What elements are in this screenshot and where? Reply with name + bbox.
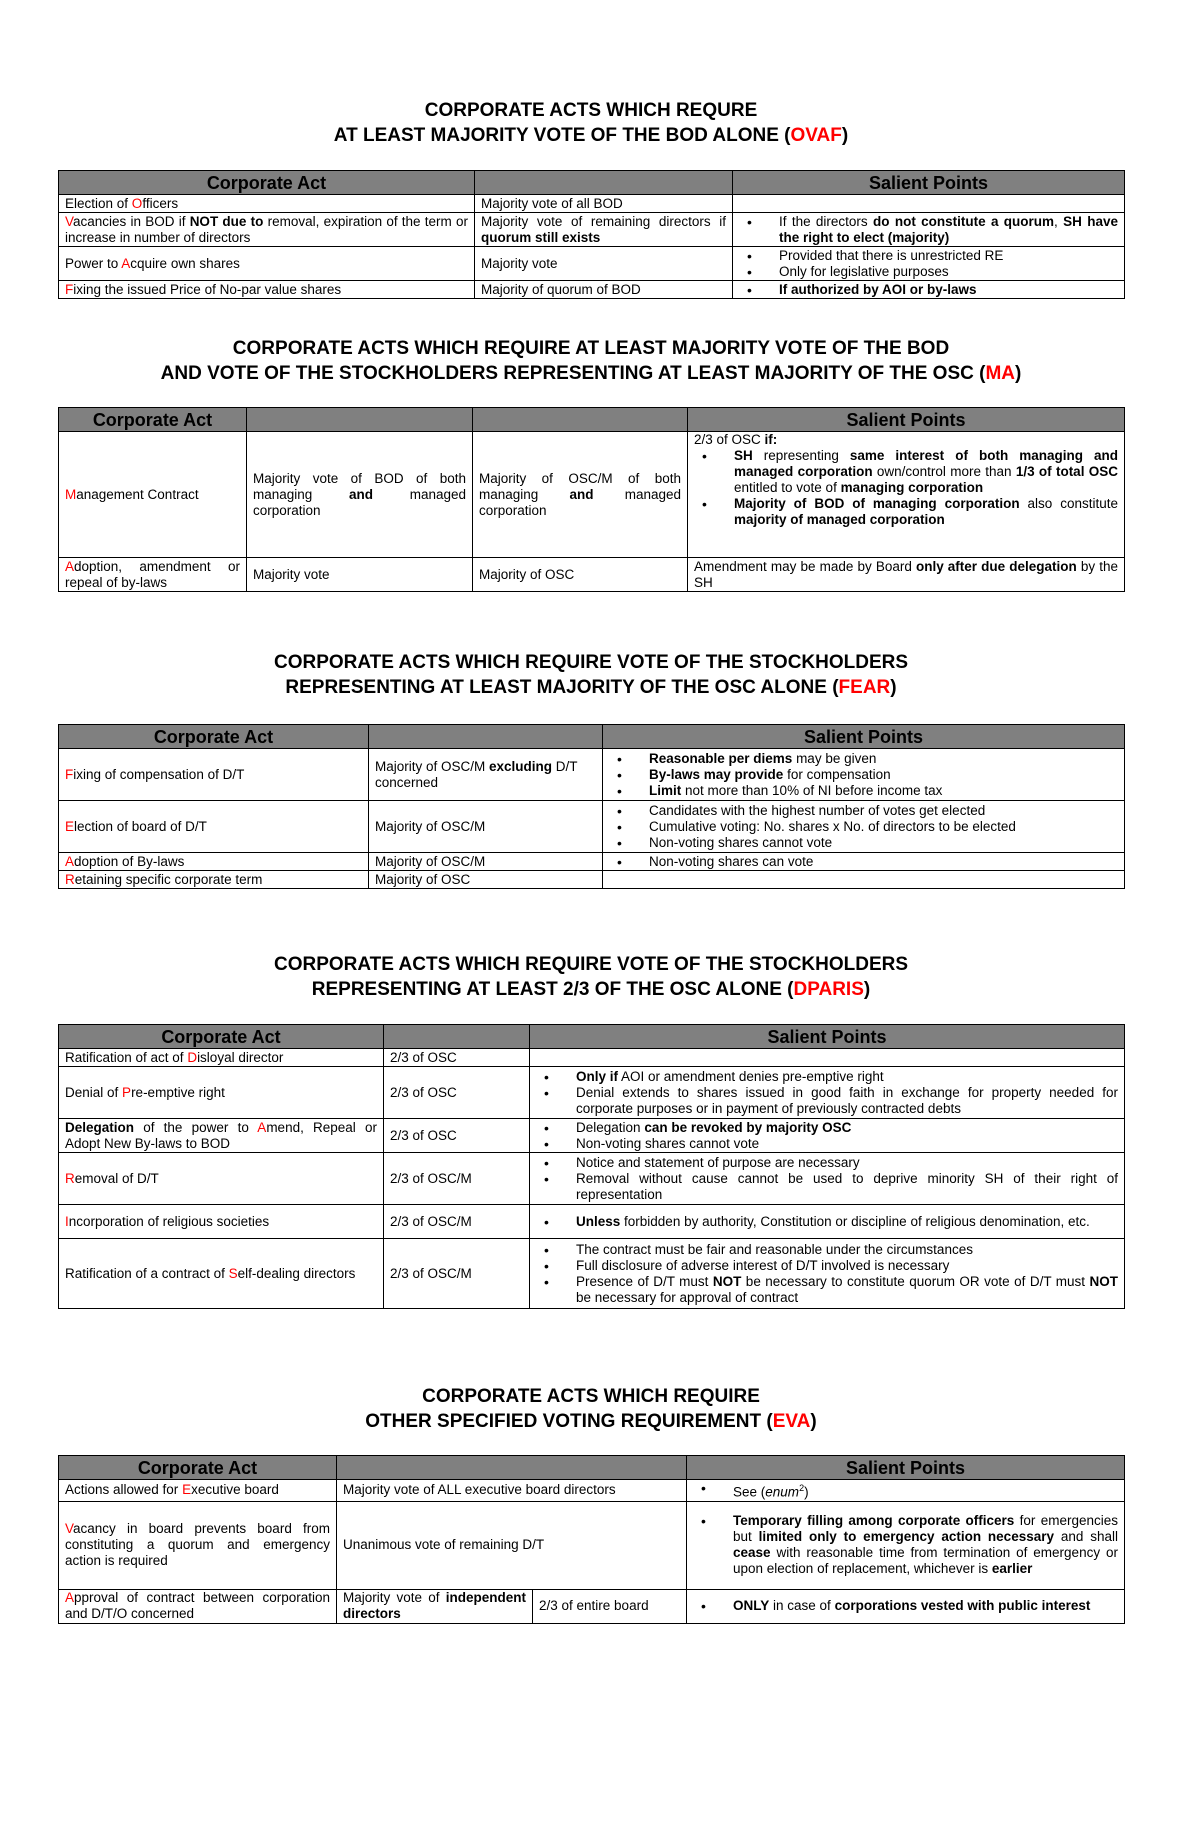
text: By-laws may provide — [649, 766, 784, 782]
text: managing corporation — [840, 480, 984, 495]
bullet-item — [693, 1480, 1118, 1501]
table-cell: 2/3 of entire board — [533, 1589, 687, 1623]
text: be necessary to constitute quorum OR vote of D/T must — [741, 1273, 1090, 1289]
table-cell — [59, 1589, 337, 1623]
text: re-emptive right — [131, 1084, 225, 1100]
header-corporate-act: Corporate Act — [59, 408, 247, 432]
table-eva — [58, 1455, 1125, 1624]
table-row — [59, 801, 1125, 853]
bullet-item: • Cumulative voting: No. shares x No. of directors to be elected — [609, 819, 1118, 835]
table-cell — [530, 1153, 1125, 1205]
text: Amendment may be made by Board — [694, 558, 916, 574]
text: CORPORATE ACTS WHICH REQURE — [424, 100, 758, 121]
text: fficers — [142, 195, 179, 211]
bullet-item: • The contract must be fair and reasonable under the circumstances — [536, 1242, 1118, 1258]
header-corporate-act: Corporate Act — [59, 1025, 384, 1049]
text: If authorized by AOI or by-laws — [779, 281, 977, 297]
text: of the power to — [134, 1119, 258, 1135]
table-cell: Majority of OSC/M — [369, 801, 603, 853]
bullet-item — [694, 496, 1118, 528]
table-cell — [603, 871, 1125, 889]
text: A — [65, 853, 75, 869]
text: etaining specific corporate term — [74, 871, 263, 887]
section-title — [58, 361, 1124, 386]
table-cell — [687, 1589, 1125, 1623]
table-cell — [59, 1480, 337, 1502]
table-cell — [603, 749, 1125, 801]
table-cell — [733, 213, 1125, 247]
text: with reasonable time from termination of emergency or upon election of replacement, whichever is — [733, 1545, 1118, 1576]
header-blank — [475, 171, 733, 195]
text: managed corporation — [479, 486, 682, 518]
table-cell: 2/3 of OSC — [384, 1067, 530, 1119]
text: V — [65, 1521, 74, 1536]
text: , — [1054, 213, 1064, 229]
header-blank — [247, 408, 473, 432]
text: doption, amendment or repeal of by-laws — [65, 558, 240, 590]
text: Temporary filling among corporate officers — [733, 1513, 1015, 1528]
text: not more than 10% of NI before income tax — [681, 782, 943, 798]
text: S — [228, 1265, 238, 1281]
table-cell — [59, 432, 247, 558]
table-cell — [733, 195, 1125, 213]
text: Majority of OSC/M of both managing — [479, 470, 681, 502]
text: emoval of D/T — [74, 1170, 159, 1186]
text: acancy in board prevents board from constituting a quorum and emergency action is required — [65, 1521, 330, 1568]
table-ma — [58, 407, 1125, 592]
text: ixing of compensation of D/T — [73, 766, 245, 782]
table-cell — [603, 801, 1125, 853]
acronym: EVA — [772, 1411, 811, 1432]
text: REPRESENTING AT LEAST MAJORITY OF THE OSC ALONE ( — [285, 677, 839, 698]
table-cell — [59, 749, 369, 801]
text: and — [349, 486, 374, 502]
header-salient-points: Salient Points — [687, 1456, 1125, 1480]
text: forbidden by authority, Constitution or discipline of religious denomination, etc. — [620, 1213, 1090, 1229]
table-row — [59, 871, 1125, 889]
text: Majority vote of — [343, 1590, 446, 1605]
text: V — [65, 213, 74, 229]
table-cell — [59, 213, 475, 247]
text: by the SH — [694, 558, 1118, 590]
table-cell — [59, 1153, 384, 1205]
text: 2 — [799, 1483, 805, 1493]
table-ovaf — [58, 170, 1125, 299]
text: mend, Repeal or Adopt New By-laws to BOD — [65, 1119, 378, 1151]
table-cell: Majority of quorum of BOD — [475, 281, 733, 299]
text: Limit — [649, 782, 682, 798]
text: AT LEAST MAJORITY VOTE OF THE BOD ALONE ( — [333, 125, 791, 146]
text: CORPORATE ACTS WHICH REQUIRE VOTE OF THE STOCKHOLDERS — [273, 652, 909, 673]
table-cell — [530, 1049, 1125, 1067]
section-title — [58, 98, 1124, 123]
text: xecutive board — [191, 1482, 279, 1498]
text: Delegation — [576, 1119, 645, 1135]
table-cell — [59, 1239, 384, 1309]
text: for emergencies but — [733, 1513, 1118, 1544]
table-row — [59, 1067, 1125, 1119]
text: Actions allowed for — [65, 1482, 183, 1498]
text: acancies in BOD if — [73, 213, 190, 229]
bullet-item — [536, 1274, 1118, 1306]
table-cell: 2/3 of OSC/M — [384, 1205, 530, 1239]
section-title — [58, 675, 1124, 700]
text: SH — [734, 448, 753, 463]
text: ncorporation of religious societies — [68, 1213, 270, 1229]
text: M — [65, 486, 77, 502]
table-cell — [530, 1239, 1125, 1309]
text: cquire own shares — [130, 255, 240, 271]
text: cease — [733, 1545, 771, 1560]
text: Only if — [576, 1068, 619, 1084]
text: A — [65, 558, 75, 574]
text: D — [187, 1049, 198, 1065]
table-row — [59, 1119, 1125, 1153]
text: F — [65, 281, 74, 297]
table-row — [59, 281, 1125, 299]
section-fear-title — [58, 650, 1124, 700]
header-corporate-act: Corporate Act — [59, 1456, 337, 1480]
header-blank — [369, 725, 603, 749]
text: CORPORATE ACTS WHICH REQUIRE VOTE OF THE STOCKHOLDERS — [273, 954, 909, 975]
text: own/control more than — [872, 464, 1016, 479]
text: O — [131, 195, 143, 211]
table-row — [59, 1480, 1125, 1502]
text: Ratification of act of — [65, 1049, 188, 1065]
table-cell: Majority of OSC/M — [369, 853, 603, 871]
acronym: DPARIS — [793, 979, 864, 1000]
text: and — [569, 486, 594, 502]
table-row — [59, 853, 1125, 871]
text: representing — [752, 448, 850, 463]
text: Presence of D/T must — [576, 1273, 713, 1289]
text: A — [121, 255, 131, 271]
table-cell — [59, 558, 247, 592]
table-cell: 2/3 of OSC/M — [384, 1239, 530, 1309]
section-title — [58, 977, 1124, 1002]
table-cell: 2/3 of OSC/M — [384, 1153, 530, 1205]
table-row — [59, 1153, 1125, 1205]
text: Election of — [65, 195, 132, 211]
text: if: — [764, 432, 778, 447]
text: CORPORATE ACTS WHICH REQUIRE AT LEAST MAJORITY VOTE OF THE BOD — [232, 338, 950, 359]
table-row — [59, 432, 1125, 558]
table-cell: Majority vote — [247, 558, 473, 592]
table-cell: Majority vote — [475, 247, 733, 281]
text: AOI or amendment denies pre-emptive right — [618, 1068, 884, 1084]
text: ) — [863, 979, 871, 1000]
table-cell: Majority of OSC — [473, 558, 688, 592]
text: removal, expiration of the term or increase in number of directors — [65, 213, 469, 245]
header-blank — [337, 1456, 687, 1480]
header-blank — [384, 1025, 530, 1049]
text: F — [65, 766, 74, 782]
text: I — [65, 1213, 69, 1229]
text: ) — [810, 1411, 817, 1432]
section-ovaf-title — [58, 98, 1124, 148]
table-cell: 2/3 of OSC — [384, 1119, 530, 1153]
text: limited only to emergency action necessary — [758, 1529, 1054, 1544]
table-cell — [530, 1119, 1125, 1153]
acronym: FEAR — [838, 677, 891, 698]
text: in case of — [769, 1598, 835, 1613]
text: A — [65, 1590, 75, 1605]
table-cell — [59, 247, 475, 281]
table-row — [59, 749, 1125, 801]
text: D/T concerned — [375, 758, 578, 790]
table-dparis — [58, 1024, 1125, 1309]
bullet-item: • Candidates with the highest number of votes get elected — [609, 803, 1118, 819]
text: P — [122, 1084, 132, 1100]
text: NOT — [712, 1273, 742, 1289]
table-cell — [59, 871, 369, 889]
header-salient-points: Salient Points — [733, 171, 1125, 195]
table-cell — [688, 558, 1125, 592]
table-cell — [59, 195, 475, 213]
bullet-item: • Provided that there is unrestricted RE — [739, 248, 1118, 264]
table-cell — [369, 749, 603, 801]
table-cell — [473, 432, 688, 558]
text: isloyal director — [197, 1049, 284, 1065]
table-cell — [687, 1501, 1125, 1589]
table-row — [59, 1205, 1125, 1239]
table-row — [59, 1501, 1125, 1589]
bullet-item: • Non-voting shares cannot vote — [609, 835, 1118, 851]
text: Majority vote of remaining directors if — [481, 213, 726, 229]
text: ) — [890, 677, 897, 698]
text: NOT due to — [189, 213, 264, 229]
text: Unless — [576, 1213, 621, 1229]
text: earlier — [991, 1561, 1033, 1576]
bullet-item: • Removal without cause cannot be used to deprive minority SH of their right of representation — [536, 1171, 1118, 1203]
text: OTHER SPECIFIED VOTING REQUIREMENT ( — [365, 1411, 773, 1432]
section-title — [58, 952, 1124, 977]
table-cell: Majority of OSC — [369, 871, 603, 889]
table-cell — [530, 1067, 1125, 1119]
table-cell — [688, 432, 1125, 558]
bullet-item — [536, 1214, 1118, 1230]
text: same interest of both managing and managed corporation — [734, 448, 1118, 479]
table-cell — [59, 801, 369, 853]
text: may be given — [792, 750, 877, 766]
text: Majority of BOD of managing corporation — [734, 496, 1020, 511]
text: can be revoked by majority OSC — [644, 1119, 852, 1135]
section-title — [58, 1384, 1124, 1409]
table-row — [59, 247, 1125, 281]
acronym: OVAF — [790, 125, 842, 146]
text: R — [65, 871, 75, 887]
bullet-item — [739, 282, 1118, 298]
bullet-item — [739, 214, 1118, 246]
text: corporations vested with public interest — [834, 1598, 1091, 1613]
text: managed corporation — [253, 486, 467, 518]
table-cell — [733, 247, 1125, 281]
text: E — [182, 1482, 192, 1498]
section-title — [58, 650, 1124, 675]
bullet-item: • Full disclosure of adverse interest of D/T involved is necessary — [536, 1258, 1118, 1274]
table-row — [59, 1239, 1125, 1309]
table-cell: Majority vote of all BOD — [475, 195, 733, 213]
table-cell: Majority vote of ALL executive board directors — [337, 1480, 687, 1502]
bullet-item: • Denial extends to shares issued in good faith in exchange for property needed for corporate purposes or in payment of previously contracted debts — [536, 1085, 1118, 1117]
text: AND VOTE OF THE STOCKHOLDERS REPRESENTING AT LEAST MAJORITY OF THE OSC ( — [160, 363, 986, 384]
section-dparis-title — [58, 952, 1124, 1002]
table-cell — [59, 1067, 384, 1119]
table-cell: 2/3 of OSC — [384, 1049, 530, 1067]
text: Denial of — [65, 1084, 123, 1100]
text: also constitute — [1019, 496, 1118, 511]
text: Majority vote of BOD of both managing — [253, 470, 466, 502]
text: for compensation — [783, 766, 891, 782]
acronym: MA — [985, 363, 1016, 384]
text: enum — [765, 1484, 800, 1500]
table-cell — [733, 281, 1125, 299]
table-row — [59, 558, 1125, 592]
table-cell — [59, 1049, 384, 1067]
text: ) — [1015, 363, 1022, 384]
text: excluding — [489, 758, 553, 774]
text: REPRESENTING AT LEAST 2/3 OF THE OSC ALONE ( — [311, 979, 794, 1000]
text: Delegation — [65, 1119, 135, 1135]
text: A — [257, 1119, 267, 1135]
bullet-item — [536, 1069, 1118, 1085]
table-cell — [59, 1501, 337, 1589]
text: anagement Contract — [76, 486, 199, 502]
bullet-item — [609, 783, 1118, 799]
header-salient-points: Salient Points — [530, 1025, 1125, 1049]
table-row — [59, 213, 1125, 247]
text: CORPORATE ACTS WHICH REQUIRE — [422, 1386, 760, 1407]
text: and shall — [1054, 1529, 1118, 1544]
header-corporate-act: Corporate Act — [59, 171, 475, 195]
text: ixing the issued Price of No-par value shares — [73, 281, 342, 297]
header-salient-points: Salient Points — [603, 725, 1125, 749]
table-cell — [59, 853, 369, 871]
section-title — [58, 123, 1124, 148]
text: independent directors — [343, 1590, 526, 1621]
bullet-item — [693, 1598, 1118, 1614]
text: SH have the right to elect (majority) — [779, 213, 1118, 245]
table-row — [59, 195, 1125, 213]
bullet-item: • Only for legislative purposes — [739, 264, 1118, 280]
text: be necessary for approval of contract — [576, 1289, 799, 1305]
text: majority of managed corporation — [734, 512, 945, 527]
header-blank — [473, 408, 688, 432]
section-title — [58, 336, 1124, 361]
table-cell: Unanimous vote of remaining D/T — [337, 1501, 687, 1589]
bullet-item: • Non-voting shares cannot vote — [536, 1136, 1118, 1152]
text: entitled to vote of — [734, 480, 841, 495]
header-corporate-act: Corporate Act — [59, 725, 369, 749]
bullet-item: • Notice and statement of purpose are necessary — [536, 1155, 1118, 1171]
table-cell — [59, 1119, 384, 1153]
text: do not constitute a quorum — [873, 213, 1055, 229]
table-cell — [247, 432, 473, 558]
section-ma-title — [58, 336, 1124, 386]
table-cell — [337, 1589, 533, 1623]
bullet-item — [693, 1513, 1118, 1577]
table-row — [59, 1589, 1125, 1623]
text: 1/3 of total OSC — [1015, 464, 1118, 479]
text: Power to — [65, 255, 122, 271]
text: elf-dealing directors — [237, 1265, 356, 1281]
bullet-item: • Non-voting shares can vote — [609, 854, 1118, 870]
header-salient-points: Salient Points — [688, 408, 1125, 432]
text: Reasonable per diems — [649, 750, 793, 766]
table-cell — [603, 853, 1125, 871]
text: pproval of contract between corporation and D/T/O concerned — [65, 1590, 330, 1621]
text: 2/3 of OSC — [694, 432, 765, 447]
text: Majority of OSC/M — [375, 758, 490, 774]
text: Ratification of a contract of — [65, 1265, 229, 1281]
text: R — [65, 1170, 75, 1186]
text: NOT — [1089, 1273, 1118, 1289]
text: only after due delegation — [915, 558, 1077, 574]
text: See ( — [733, 1484, 766, 1500]
text: doption of By-laws — [74, 853, 185, 869]
text: ) — [841, 125, 849, 146]
text: quorum still exists — [481, 229, 601, 245]
bullet-item — [694, 448, 1118, 496]
table-row — [59, 1049, 1125, 1067]
table-cell — [475, 213, 733, 247]
bullet-item — [609, 767, 1118, 783]
section-title — [58, 1409, 1124, 1434]
table-cell — [59, 281, 475, 299]
table-fear — [58, 724, 1125, 889]
text: ) — [804, 1484, 809, 1500]
section-eva-title — [58, 1384, 1124, 1434]
text: lection of board of D/T — [74, 818, 207, 834]
text: If the directors — [779, 213, 874, 229]
bullet-item — [609, 751, 1118, 767]
table-cell — [59, 1205, 384, 1239]
text: E — [65, 818, 75, 834]
text: ONLY — [733, 1598, 770, 1613]
table-cell — [687, 1480, 1125, 1502]
table-cell — [530, 1205, 1125, 1239]
bullet-item — [536, 1120, 1118, 1136]
